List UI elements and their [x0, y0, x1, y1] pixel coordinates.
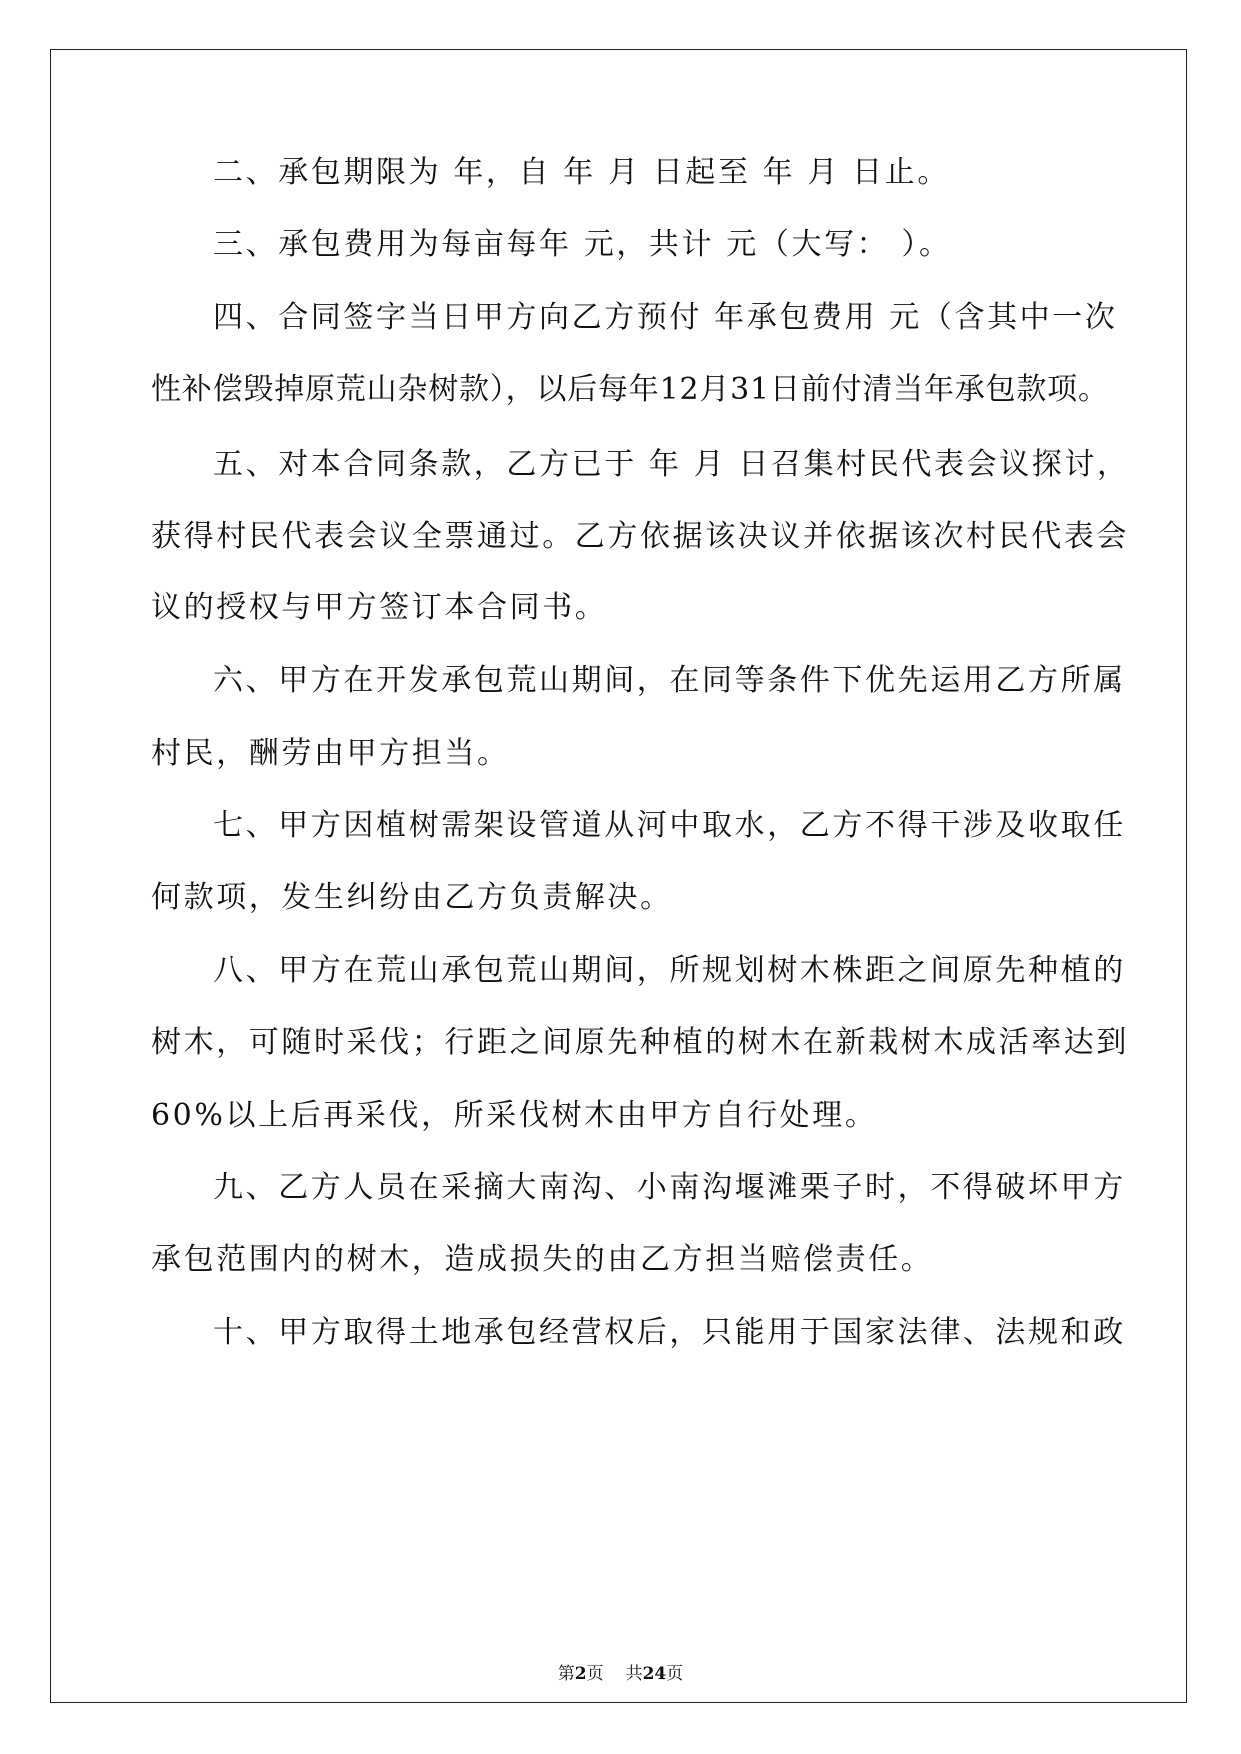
- total-prefix: 共: [625, 1664, 643, 1684]
- clause-6-line-2: 村民，酬劳由甲方担当。: [151, 736, 510, 771]
- page-footer: [0, 1663, 1241, 1685]
- clause-8-line-1: 八、甲方在荒山承包荒山期间，所规划树木株距之间原先种植的: [213, 953, 1126, 988]
- clause-4-line-2: 性补偿毁掉原荒山杂树款），以后每年12月31日前付清当年承包款项。: [151, 372, 1109, 407]
- page-current: 2: [574, 1664, 587, 1684]
- clause-9-line-2: 承包范围内的树木，造成损失的由乙方担当赔偿责任。: [151, 1242, 934, 1277]
- page-prefix: 第: [557, 1664, 575, 1684]
- clause-2-line-1: 二、承包期限为 年，自 年 月 日起至 年 月 日止。: [213, 155, 950, 190]
- clause-7-line-2: 何款项，发生纠纷由乙方负责解决。: [151, 880, 673, 915]
- clause-8-line-3: 60%以上后再采伐，所采伐树木由甲方自行处理。: [151, 1098, 878, 1133]
- page-suffix: 页: [586, 1664, 604, 1684]
- clause-5-line-3: 议的授权与甲方签订本合同书。: [151, 590, 608, 625]
- clause-3-line-1: 三、承包费用为每亩每年 元，共计 元（大写： ）。: [213, 227, 952, 262]
- clause-6-line-1: 六、甲方在开发承包荒山期间，在同等条件下优先运用乙方所属: [213, 663, 1126, 698]
- total-suffix: 页: [666, 1664, 684, 1684]
- page-border: [50, 49, 1187, 1703]
- clause-4-line-1: 四、合同签字当日甲方向乙方预付 年承包费用 元（含其中一次: [213, 300, 1118, 335]
- page-total: 24: [642, 1664, 667, 1684]
- clause-5-line-2: 获得村民代表会议全票通过。乙方依据该决议并依据该次村民代表会: [151, 519, 1129, 554]
- clause-9-line-1: 九、乙方人员在采摘大南沟、小南沟堰滩栗子时，不得破坏甲方: [213, 1170, 1126, 1205]
- clause-5-line-1: 五、对本合同条款，乙方已于 年 月 日召集村民代表会议探讨，: [213, 447, 1130, 482]
- clause-10-line-1: 十、甲方取得土地承包经营权后，只能用于国家法律、法规和政: [213, 1315, 1126, 1350]
- clause-8-line-2: 树木，可随时采伐；行距之间原先种植的树木在新栽树木成活率达到: [151, 1025, 1129, 1060]
- clause-7-line-1: 七、甲方因植树需架设管道从河中取水，乙方不得干涉及收取任: [213, 808, 1126, 843]
